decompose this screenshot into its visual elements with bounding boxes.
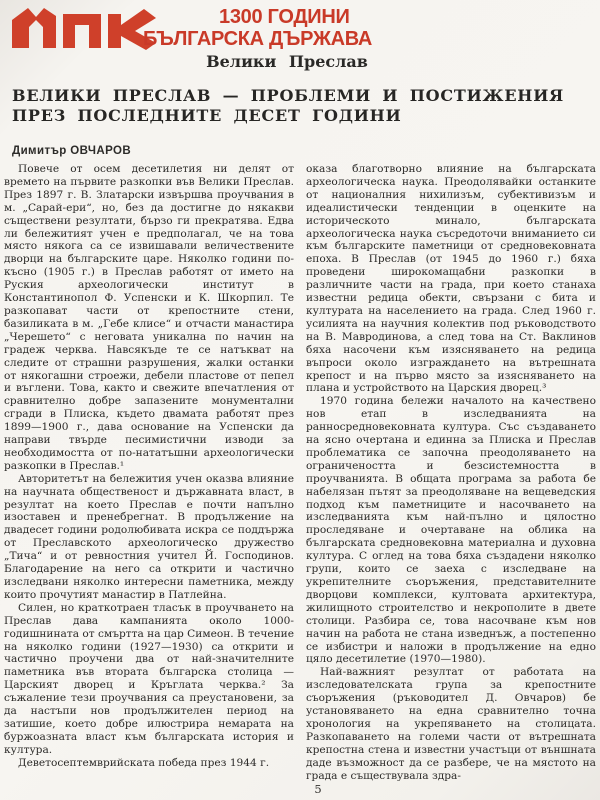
mpk-logo (10, 5, 160, 50)
paragraph: Деветосептемврийската победа през 1944 г. (18, 756, 270, 769)
paragraph: Най-важният резултат от работата на изследователската група за крепостните съоръжения (ръководител Д. Овчаров) бе установяването на една сравнително точна хронология на укрепяването на столицата. Разкопаването на големи части от вътрешната крепостна стена и известни участъци от външната даде възможност да се разбере, че на мястото на града е съществувала здра- (306, 666, 596, 782)
page-number: 5 (314, 782, 322, 796)
masthead-line2: БЪЛГАРСКА ДЪРЖАВА (143, 28, 373, 50)
column-left (4, 163, 294, 785)
paragraph: оказа благотворно влияние на българската археологическа наука. Преодолявайки останките от националния нихилизъм, субективизъм и идеалистически тенденции в оценките на историческото минало, българската археологическа наука съсредоточи вниманието си към българските паметници от средновековната епоха. В Преслав (от 1945 до 1960 г.) бяха проведени широкомащабни разкопки в различните части на града, при което станаха известни редица обекти, свързани с бита и културата на населението на града. След 1960 г. усилията на научния колектив под ръководството на В. Мавродинова, а след това на Ст. Ваклинов бяха насочени към изясняването на редица въпроси около изграждането на вътрешната крепост и на първо място за изясняването на плана и устройството на Царския дворец.³ (306, 163, 596, 395)
paragraph: 1970 година бележи началото на качествено нов етап в изследванията на ранносредновековната култура. Със създаването на ясно очертана и единна за Плиска и Преслав проблематика се започна преодоляването на ограничеността и безсистемността в проучванията. В общата програма за работа бе набелязан пътят за преодоляване на вещеведския подход към паметниците и насочването на изследванията към най-пълно и цялостно проследяване и очертаване на облика на българската средновековна материална и духовна култура. С оглед на това бяха създадени няколко групи, които се заеха с изследване на укрепителните съоръжения, представителните дворцови комплекси, култовата архитектура, жилищното строителство и некрополите в двете столици. Разбира се, това насочване към нов начин на работа не стана изведнъж, а постепенно се избистри и наложи в продължение на едно цяло десетилетие (1970—1980). (306, 395, 596, 666)
paragraph: Повече от осем десетилетия ни делят от времето на първите разкопки във Велики Преслав. През 1897 г. В. Златарски извършва проучвания в м. „Сарай-ери“, но, без да достигне до някакви съществени резултати, бързо ги прекратява. Едва ли бележитият учен е предполагал, че на това място някога са се извишавали величествените дворци на българските царе. Няколко години по-късно (1905 г.) в Преслав работят от името на Руския археологически институт в Константинопол Ф. Успенски и К. Шкорпил. Те разкопават части от крепостните стени, базиликата в м. „Гебе клисе“ и отчасти манастира „Черешето“ с неговата уникална по начин на градеж черква. Навсякъде те се натъкват на следите от страшни разрушения, жалки останки от някогашни строежи, дебели пластове от пепел и въглени. Това, както и свежите впечатления от сравнително добре запазените монументални сгради в Плиска, където двамата работят през 1899—1900 г., дава основание на Успенски да направи твърде песимистични изводи за необходимостта от по-нататъшни археологически разкопки в Преслав.¹ (4, 163, 294, 472)
masthead-line1: 1300 ГОДИНИ (219, 6, 350, 28)
paragraph: Силен, но краткотраен тласък в проучването на Преслав дава кампанията около 1000-годишнината от смъртта на цар Симеон. В течение на няколко години (1927—1930) са открити и частично проучени два от най-значителните паметника във втората българска столица — Царският дворец и Кръглата черква.² За съжаление тези проучвания са преустановени, за да настъпи нов продължителен период на затишие, което добре илюстрира немарата на буржоазната власт към българската история и култура. (4, 601, 294, 756)
section-title: Велики Преслав (206, 52, 368, 71)
paragraph: Авторитетът на бележития учен оказва влияние на научната общественост и държавната власт, в резултат на което Преслав е почти напълно изоставен и пренебрегнат. В продължение на двадесет години родолюбивата искра се поддържа от Преславското археологическо дружество „Тича“ и от ревностния учител Й. Господинов. Благодарение на него са открити и частично изследвани няколко интересни паметника, между които прочутият манастир в Патлейна. (4, 472, 294, 601)
article-body (4, 163, 596, 785)
column-right (306, 163, 596, 785)
article-title: ВЕЛИКИ ПРЕСЛАВ — ПРОБЛЕМИ И ПОСТИЖЕНИЯ ПРЕЗ ПОСЛЕДНИТЕ ДЕСЕТ ГОДИНИ (12, 86, 565, 125)
author-byline: Димитър ОВЧАРОВ (12, 145, 132, 157)
